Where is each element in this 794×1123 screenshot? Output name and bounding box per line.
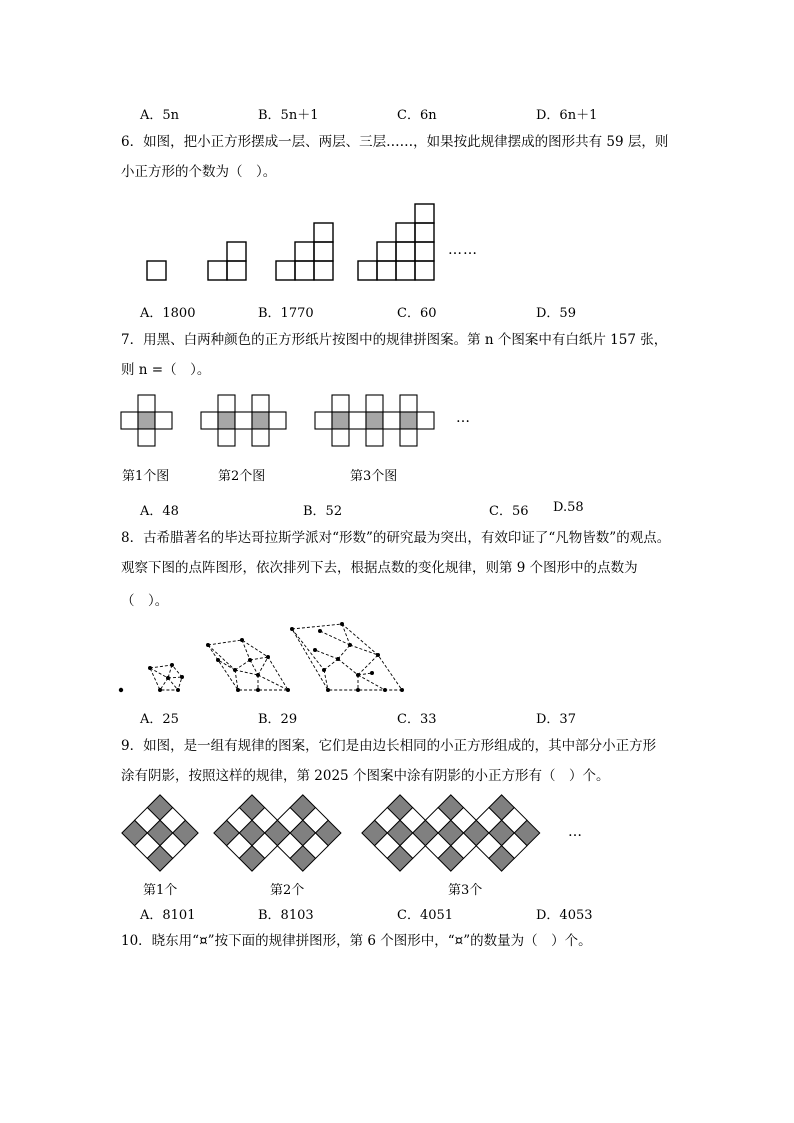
q5-option-d: D．6n＋1	[536, 108, 598, 123]
q9-option-b: B．8103	[258, 908, 314, 923]
q9-option-c: C．4051	[397, 908, 454, 923]
q9-option-a: A．8101	[140, 908, 196, 923]
q9-figure	[118, 793, 558, 873]
q6-ellipsis: ……	[448, 242, 478, 258]
q9-caption-3: 第3个	[448, 883, 483, 898]
q9-text-line1: 9．如图，是一组有规律的图案，它们是由边长相同的小正方形组成的，其中部分小正方形	[121, 738, 657, 754]
q8-figure	[110, 615, 420, 700]
q7-option-a: A．48	[140, 504, 179, 519]
q7-caption-3: 第3个图	[350, 469, 398, 484]
q8-option-c: C．33	[397, 712, 437, 727]
q8-text-line1: 8．古希腊著名的毕达哥拉斯学派对“形数”的研究最为突出，有效印证了“凡物皆数”的观点。	[121, 530, 671, 546]
q7-figure	[115, 390, 475, 450]
q9-option-d: D．4053	[536, 908, 593, 923]
q6-text-line1: 6．如图，把小正方形摆成一层、两层、三层……，如果按此规律摆成的图形共有 59 层，则	[121, 134, 669, 150]
q7-option-b: B．52	[303, 504, 343, 519]
q6-text-line2: 小正方形的个数为（ ）。	[121, 164, 277, 180]
q5-option-b: B．5n＋1	[258, 108, 319, 123]
q5-option-a: A．5n	[140, 108, 180, 123]
q6-option-d: D．59	[536, 306, 576, 321]
q7-option-c: C．56	[489, 504, 529, 519]
q7-text-line2: 则 n =（ ）。	[121, 362, 211, 378]
q8-option-d: D．37	[536, 712, 576, 727]
q6-option-c: C．60	[397, 306, 437, 321]
q7-caption-2: 第2个图	[218, 469, 266, 484]
q9-caption-2: 第2个	[270, 883, 305, 898]
q9-caption-1: 第1个	[143, 883, 178, 898]
q6-option-a: A．1800	[140, 306, 196, 321]
q7-option-d: D.58	[553, 500, 584, 515]
q9-text-line2: 涂有阴影，按照这样的规律，第 2025 个图案中涂有阴影的小正方形有（ ）个。	[121, 768, 610, 784]
q6-option-b: B．1770	[258, 306, 314, 321]
q8-option-a: A．25	[140, 712, 179, 727]
q8-text-line3: （ ）。	[121, 593, 169, 609]
q7-caption-1: 第1个图	[122, 469, 170, 484]
q7-ellipsis: …	[456, 410, 470, 426]
q6-figure	[140, 198, 500, 288]
q7-text-line1: 7．用黑、白两种颜色的正方形纸片按图中的规律拼图案。第 n 个图案中有白纸片 157 张，	[121, 332, 668, 348]
q10-text-line1: 10．晓东用“¤”按下面的规律拼图形，第 6 个图形中，“¤”的数量为（ ）个。	[121, 933, 592, 949]
q8-option-b: B．29	[258, 712, 298, 727]
q8-text-line2: 观察下图的点阵图形，依次排列下去，根据点数的变化规律，则第 9 个图形中的点数为	[121, 560, 638, 576]
q9-ellipsis: …	[568, 824, 582, 840]
q5-option-c: C．6n	[397, 108, 437, 123]
